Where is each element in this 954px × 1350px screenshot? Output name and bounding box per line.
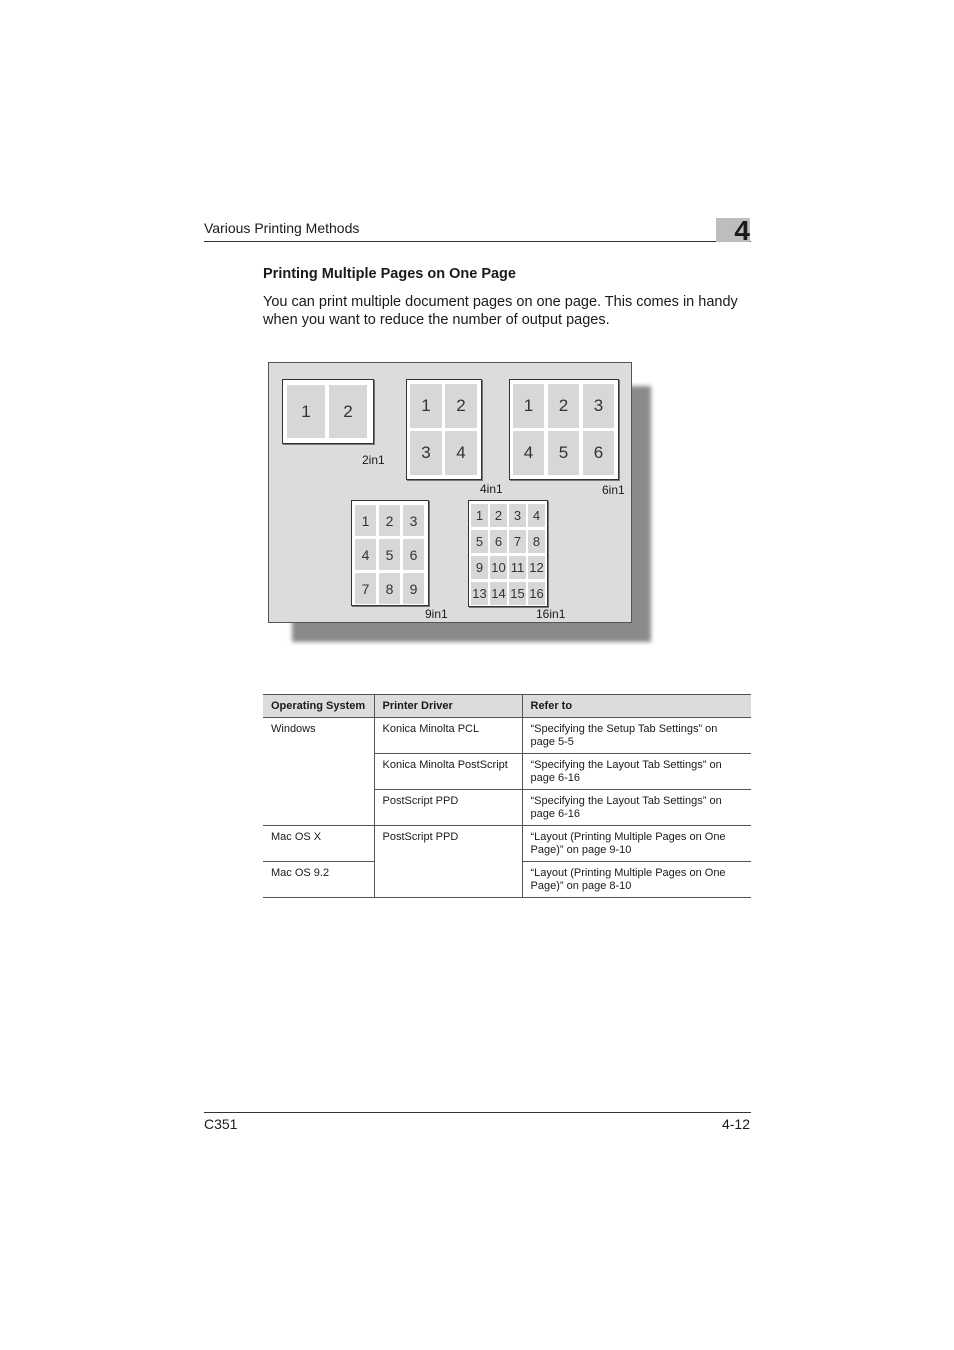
header-rule [204, 241, 751, 242]
page-cell: 16 [528, 582, 545, 605]
page-cell: 5 [548, 431, 579, 475]
table-row [263, 826, 751, 862]
layout-6in1-sheet [509, 379, 619, 480]
page-cell: 7 [355, 573, 376, 604]
page-cell: 1 [410, 384, 442, 428]
page-cell: 1 [471, 504, 488, 527]
page-cell: 4 [513, 431, 544, 475]
page-cell: 13 [471, 582, 488, 605]
layout-9in1-sheet [351, 500, 429, 606]
n-up-layout-figure [268, 362, 632, 623]
reference-cell: “Layout (Printing Multiple Pages on One Page)” on page 8-10 [522, 862, 751, 898]
page-cell: 2 [329, 385, 367, 438]
page-cell: 9 [471, 556, 488, 579]
page-cell: 6 [583, 431, 614, 475]
page-cell: 5 [471, 530, 488, 553]
page-cell: 5 [379, 539, 400, 570]
reference-cell: “Specifying the Layout Tab Settings” on page 6-16 [522, 790, 751, 826]
page-cell: 1 [513, 384, 544, 428]
driver-cell: Konica Minolta PCL [374, 718, 522, 754]
driver-reference-table [263, 694, 751, 898]
os-cell: Mac OS X [263, 826, 374, 862]
os-cell: Windows [263, 718, 374, 826]
page-cell: 2 [548, 384, 579, 428]
page-cell: 2 [379, 505, 400, 536]
reference-cell: “Specifying the Setup Tab Settings” on page 5-5 [522, 718, 751, 754]
page-cell: 6 [490, 530, 507, 553]
layout-label: 9in1 [425, 607, 448, 621]
page-cell: 3 [509, 504, 526, 527]
section-title: Printing Multiple Pages on One Page [263, 266, 516, 282]
layout-2in1-sheet [282, 379, 374, 444]
page-cell: 4 [355, 539, 376, 570]
driver-cell: Konica Minolta PostScript [374, 754, 522, 790]
intro-paragraph: You can print multiple document pages on one page. This comes in handy when you want to reduce the number of output pages. [263, 294, 738, 328]
page-cell: 6 [403, 539, 424, 570]
layout-label: 2in1 [362, 453, 385, 467]
page-cell: 1 [287, 385, 325, 438]
page-cell: 9 [403, 573, 424, 604]
layout-label: 4in1 [480, 482, 503, 496]
running-header-title: Various Printing Methods [204, 220, 360, 236]
page-cell: 2 [445, 384, 477, 428]
column-header: Operating System [263, 695, 374, 718]
layout-label: 16in1 [536, 607, 566, 621]
page-cell: 4 [528, 504, 545, 527]
page-cell: 11 [509, 556, 526, 579]
page-cell: 2 [490, 504, 507, 527]
page-cell: 7 [509, 530, 526, 553]
chapter-number: 4 [734, 215, 750, 246]
footer-page-number: 4-12 [721, 1116, 750, 1132]
page-cell: 12 [528, 556, 545, 579]
driver-cell: PostScript PPD [374, 790, 522, 826]
column-header: Refer to [522, 695, 751, 718]
footer-model-name: C351 [204, 1116, 238, 1132]
page-cell: 8 [528, 530, 545, 553]
page-cell: 3 [403, 505, 424, 536]
table-row [263, 718, 751, 754]
page-cell: 3 [583, 384, 614, 428]
page-cell: 10 [490, 556, 507, 579]
page-cell: 8 [379, 573, 400, 604]
page-cell: 14 [490, 582, 507, 605]
page-cell: 15 [509, 582, 526, 605]
reference-cell: “Layout (Printing Multiple Pages on One Page)” on page 9-10 [522, 826, 751, 862]
layout-16in1-sheet [468, 500, 548, 607]
footer-rule [204, 1112, 751, 1113]
page-cell: 3 [410, 431, 442, 475]
table-header-row [263, 695, 751, 718]
os-cell: Mac OS 9.2 [263, 862, 374, 898]
column-header: Printer Driver [374, 695, 522, 718]
page-cell: 1 [355, 505, 376, 536]
reference-cell: “Specifying the Layout Tab Settings” on page 6-16 [522, 754, 751, 790]
layout-4in1-sheet [406, 379, 482, 480]
page-cell: 4 [445, 431, 477, 475]
layout-label: 6in1 [602, 483, 625, 497]
driver-cell: PostScript PPD [374, 826, 522, 898]
